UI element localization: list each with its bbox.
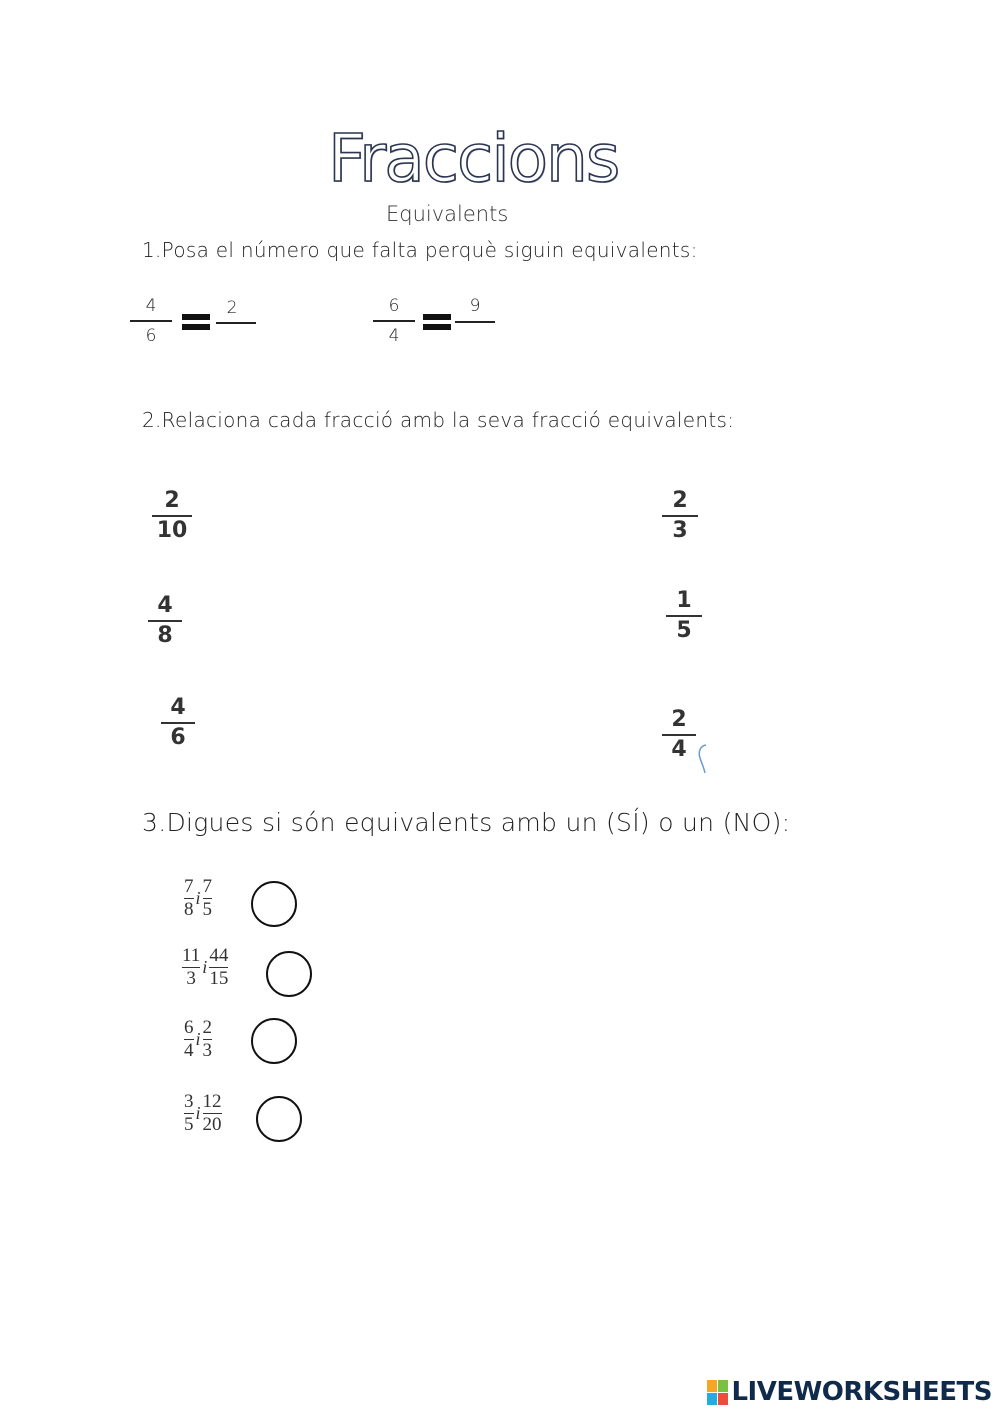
- fraction-numerator: 6: [184, 1017, 194, 1038]
- fraction-denominator: 5: [676, 618, 692, 643]
- fraction-denominator: 5: [184, 1114, 194, 1135]
- q1-fraction-denominator: 4: [388, 326, 400, 346]
- q2-right-fraction-2[interactable]: [666, 589, 702, 643]
- q2-left-fraction-2[interactable]: [148, 594, 182, 648]
- q3-pair-2: [182, 946, 228, 989]
- fraction-numerator: 2: [164, 488, 180, 513]
- fraction-denominator: 6: [170, 725, 186, 750]
- fraction-bar: [161, 722, 195, 724]
- q3-fraction-b: [209, 946, 228, 989]
- fraction-bar: [130, 320, 172, 322]
- q3-fraction-a: [184, 1092, 194, 1135]
- fraction-numerator: 2: [671, 707, 687, 732]
- fraction-numerator: 7: [202, 876, 213, 897]
- question-2-label: 2.Relaciona cada fracció amb la seva fracció equivalents:: [142, 408, 735, 432]
- q1-fraction-numerator: 6: [388, 296, 400, 316]
- fraction-numerator: 1: [676, 588, 692, 613]
- logo-block: [718, 1380, 728, 1392]
- q3-fraction-b: [203, 1018, 213, 1061]
- fraction-numerator: 2: [202, 1017, 213, 1038]
- pair-separator: i: [202, 957, 208, 977]
- equals-sign: [182, 314, 210, 334]
- fraction-bar: [152, 515, 192, 517]
- fraction-bar: [662, 734, 696, 736]
- question-3-label: 3.Digues si són equivalents amb un (SÍ) o un (NO):: [142, 808, 791, 837]
- logo-block: [707, 1380, 717, 1392]
- fraction-denominator: 8: [184, 899, 194, 920]
- pair-separator: i: [195, 888, 201, 908]
- q3-fraction-a: [184, 1018, 194, 1061]
- q1-fraction-left-1: [130, 296, 172, 346]
- fraction-numerator: 11: [182, 945, 201, 966]
- q3-fraction-a: [184, 877, 194, 920]
- logo-mark-icon: [707, 1380, 728, 1405]
- answer-circle-1[interactable]: [251, 881, 297, 927]
- logo-block: [707, 1393, 717, 1405]
- worksheet-title: Fraccions: [328, 120, 619, 197]
- question-1-label: 1.Posa el número que falta perquè siguin equivalents:: [142, 238, 698, 262]
- q3-fraction-b: [203, 1092, 222, 1135]
- q2-right-fraction-3[interactable]: [662, 708, 696, 762]
- fraction-denominator: 3: [202, 1040, 213, 1061]
- fraction-numerator: 3: [184, 1091, 194, 1112]
- fraction-denominator: 10: [156, 518, 188, 543]
- q3-fraction-b: [203, 877, 213, 920]
- answer-circle-2[interactable]: [266, 951, 312, 997]
- q3-pair-4: [184, 1092, 222, 1135]
- fraction-numerator: 44: [209, 945, 229, 966]
- fraction-numerator: 7: [184, 876, 194, 897]
- q2-left-fraction-1[interactable]: [152, 489, 192, 543]
- answer-circle-4[interactable]: [256, 1096, 302, 1142]
- worksheet-subtitle: Equivalents: [386, 202, 509, 226]
- q3-pair-1: [184, 877, 212, 920]
- q2-right-fraction-1[interactable]: [662, 489, 698, 543]
- q1-fraction-denominator: 6: [145, 326, 157, 346]
- fraction-denominator: 15: [209, 968, 229, 989]
- fraction-numerator: 12: [202, 1091, 222, 1112]
- logo-text: LIVEWORKSHEETS: [731, 1377, 992, 1407]
- fraction-denominator: 5: [202, 899, 213, 920]
- q1-right-numerator-1: 2: [226, 298, 238, 318]
- fraction-denominator: 3: [672, 518, 688, 543]
- fraction-denominator: 4: [184, 1040, 194, 1061]
- fraction-denominator: 20: [202, 1114, 222, 1135]
- q3-pair-3: [184, 1018, 212, 1061]
- fraction-bar: [662, 515, 698, 517]
- equals-sign: [423, 314, 451, 334]
- logo-block: [718, 1393, 728, 1405]
- q1-answer-blank-1[interactable]: [216, 322, 256, 324]
- q1-fraction-numerator: 4: [145, 296, 157, 316]
- q3-fraction-a: [182, 946, 200, 989]
- fraction-denominator: 8: [157, 623, 173, 648]
- fraction-bar: [373, 320, 415, 322]
- fraction-numerator: 4: [157, 593, 173, 618]
- fraction-denominator: 3: [186, 968, 196, 989]
- liveworksheets-logo: [707, 1377, 992, 1407]
- fraction-denominator: 4: [671, 737, 687, 762]
- answer-circle-3[interactable]: [251, 1018, 297, 1064]
- fraction-bar: [148, 620, 182, 622]
- q2-left-fraction-3[interactable]: [161, 696, 195, 750]
- fraction-numerator: 4: [170, 695, 186, 720]
- pen-stroke-mark: [692, 742, 710, 776]
- pair-separator: i: [195, 1029, 201, 1049]
- fraction-numerator: 2: [672, 488, 688, 513]
- fraction-bar: [666, 615, 702, 617]
- q1-fraction-left-2: [373, 296, 415, 346]
- q1-answer-blank-2[interactable]: [455, 321, 495, 323]
- q1-right-numerator-2: 9: [469, 296, 481, 316]
- pair-separator: i: [195, 1103, 201, 1123]
